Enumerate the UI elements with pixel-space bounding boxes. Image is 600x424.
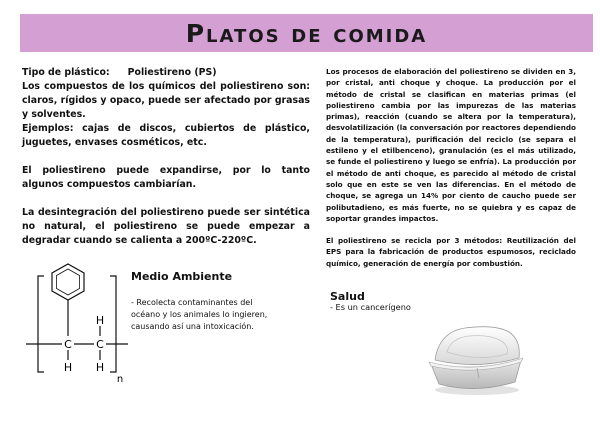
- recycling-paragraph: El poliestireno se recicla por 3 métodos: Reutilización del EPS para la fabricación de productos espumosos, reciclado químico, generación de energía por combustión.: [326, 236, 576, 268]
- title-banner: [20, 14, 593, 52]
- plastic-type-value: Poliestireno (PS): [127, 67, 217, 78]
- health-text: - Es un cancerígeno: [330, 302, 411, 312]
- atom-h-top: H: [95, 314, 105, 327]
- health-heading: Salud: [330, 290, 365, 303]
- atom-c-left: C: [64, 338, 72, 351]
- left-column: [22, 66, 310, 248]
- atom-c-right: C: [96, 338, 104, 351]
- plastic-type-label: Tipo de plástico:: [22, 67, 110, 78]
- environment-heading: Medio Ambiente: [131, 270, 233, 283]
- atom-h-right-bottom: H: [95, 361, 105, 374]
- expansion-paragraph: El poliestireno puede expandirse, por lo tanto algunos compuestos cambiarían.: [22, 165, 310, 190]
- degradation-paragraph: La desintegración del poliestireno puede ser sintética no natural, el poliestireno se puede empezar a degradar cuando se calienta a 200ºC-220ºC.: [22, 207, 310, 246]
- environment-text: - Recolecta contaminantes del océano y los animales lo ingieren, causando así una intoxicación.: [131, 298, 268, 331]
- benzene-inner-ring: [57, 269, 80, 295]
- plastic-type-row: [22, 66, 310, 80]
- polystyrene-structure-diagram: [24, 262, 128, 384]
- left-bracket: [38, 276, 44, 372]
- process-paragraph: Los procesos de elaboración del poliestireno se dividen en 3, por cristal, anti choque y choque. La producción por el método de cristal se clasifican en materias primas (el poliestireno cambia por las impurezas de las materias primas), reacción (cuando se altera por la temperatura), desvolatilización (la conversación por reactores dependiendo de la temperatura), purificación del reciclo (se separa el estileno y el etilbenceno), granulación (es el más utilizado, se funde el poliestireno y luego se enfría). La producción por el método de anti choque, es parecido al método de cristal solo que en este se ven las diferencias. En el método de choque, se agrega un 14% por ciento de caucho puede ser polibutadieno, es más fuerte, no se quiebra y es capaz de soportar grandes impactos.: [326, 67, 576, 223]
- page-title: Platos de comida: [185, 18, 428, 48]
- compounds-paragraph: Los compuestos de los químicos del poliestireno son: claros, rígidos y opaco, puede ser afectado por grasas y solventes.: [22, 81, 310, 120]
- foam-container-image: [425, 318, 525, 396]
- examples-paragraph: Ejemplos: cajas de discos, cubiertos de plástico, juguetes, envases cosméticos, etc.: [22, 123, 310, 148]
- right-bracket: [110, 276, 116, 372]
- atom-h-bottom: H: [63, 361, 73, 374]
- subscript-n: n: [116, 374, 124, 384]
- right-column: [326, 66, 576, 269]
